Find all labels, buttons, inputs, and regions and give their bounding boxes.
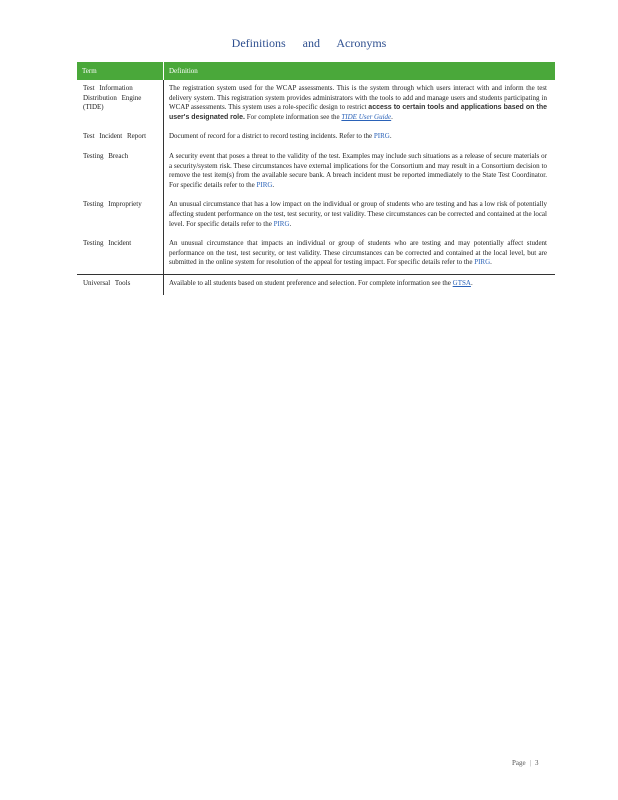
term-cell: Test Information Distribution Engine (TIDE)	[83, 84, 142, 112]
table-row	[77, 148, 555, 196]
page-label: Page	[512, 759, 526, 767]
definition-text: Available to all students based on student preference and selection. For complete information see the	[169, 278, 451, 287]
definition-cell	[163, 235, 555, 274]
definition-text: Document of record for a district to record testing incidents. Refer to the	[169, 132, 373, 141]
definitions-table	[77, 62, 555, 295]
table-row	[77, 235, 555, 274]
pirg-link[interactable]: PIRG	[373, 132, 390, 141]
definition-text: A security event that poses a threat to the validity of the test. Examples may include such situations as a release of secure materials or a security/system risk. These circumstances have external implications for the Consortium and may result in a Consortium decision to remove the test item(s) from the available secure bank. A breach incident must be reported immediately to the State Test Coordinator. For specific details refer to the	[169, 151, 547, 189]
table-row	[77, 128, 555, 148]
pirg-link[interactable]: PIRG	[273, 219, 290, 228]
term-cell: Test Incident Report	[83, 132, 147, 141]
period: .	[389, 132, 392, 141]
table-row	[77, 196, 555, 235]
table-row	[77, 274, 555, 295]
pirg-link[interactable]: PIRG	[474, 258, 491, 267]
period: .	[490, 258, 492, 267]
period: .	[391, 112, 393, 121]
period: .	[272, 180, 275, 189]
pirg-link[interactable]: PIRG	[256, 180, 273, 189]
definition-text: An unusual circumstance that has a low impact on the individual or group of students who are testing and has a low risk of potentially affecting student performance on the test, test security, or test validity. These circumstances can be corrected and contained at the local level. For specific details refer to the	[169, 200, 547, 228]
definition-text: The registration system used for the WCAP assessments. This is the system through which users interact with and inform the test delivery system. This registration system provides administrators with the tools to add and manage users and students participating in WCAP assessments. This system uses a role-specific design to restrict	[169, 84, 547, 112]
definition-text: An unusual circumstance that impacts an individual or group of students who are testing and may potentially affect student performance on the test, test security, or test validity. These circumstances can be corrected and contained at the local level, but are submitted in the online system for resolution of the appeal for testing impact. For specific details refer to the	[169, 239, 547, 267]
definition-tail-text: For complete information see the	[246, 112, 340, 121]
term-cell: Testing Impropriety	[83, 200, 142, 209]
table-header	[77, 62, 555, 80]
page-title: Definitions and Acronyms	[231, 36, 387, 50]
definition-bold-text: access to certain tools and applications based on the user's designated role.	[169, 104, 548, 121]
definition-cell	[163, 148, 555, 196]
separator: |	[529, 759, 532, 767]
definition-cell	[163, 196, 555, 235]
definition-cell	[163, 128, 555, 148]
gtsa-link[interactable]: GTSA	[452, 278, 471, 287]
tide-user-guide-link[interactable]: TIDE User Guide	[341, 112, 392, 121]
term-cell: Testing Incident	[83, 239, 132, 248]
definition-cell	[163, 274, 555, 295]
period: .	[289, 219, 292, 228]
definition-cell	[163, 80, 555, 128]
term-cell: Testing Breach	[83, 151, 129, 160]
table-row	[77, 80, 555, 128]
page-number: 3	[535, 759, 539, 767]
term-cell: Universal Tools	[77, 274, 163, 295]
header-term: Term	[82, 67, 97, 75]
page-footer	[512, 759, 539, 767]
header-definition: Definition	[163, 62, 555, 80]
period: .	[470, 278, 473, 287]
